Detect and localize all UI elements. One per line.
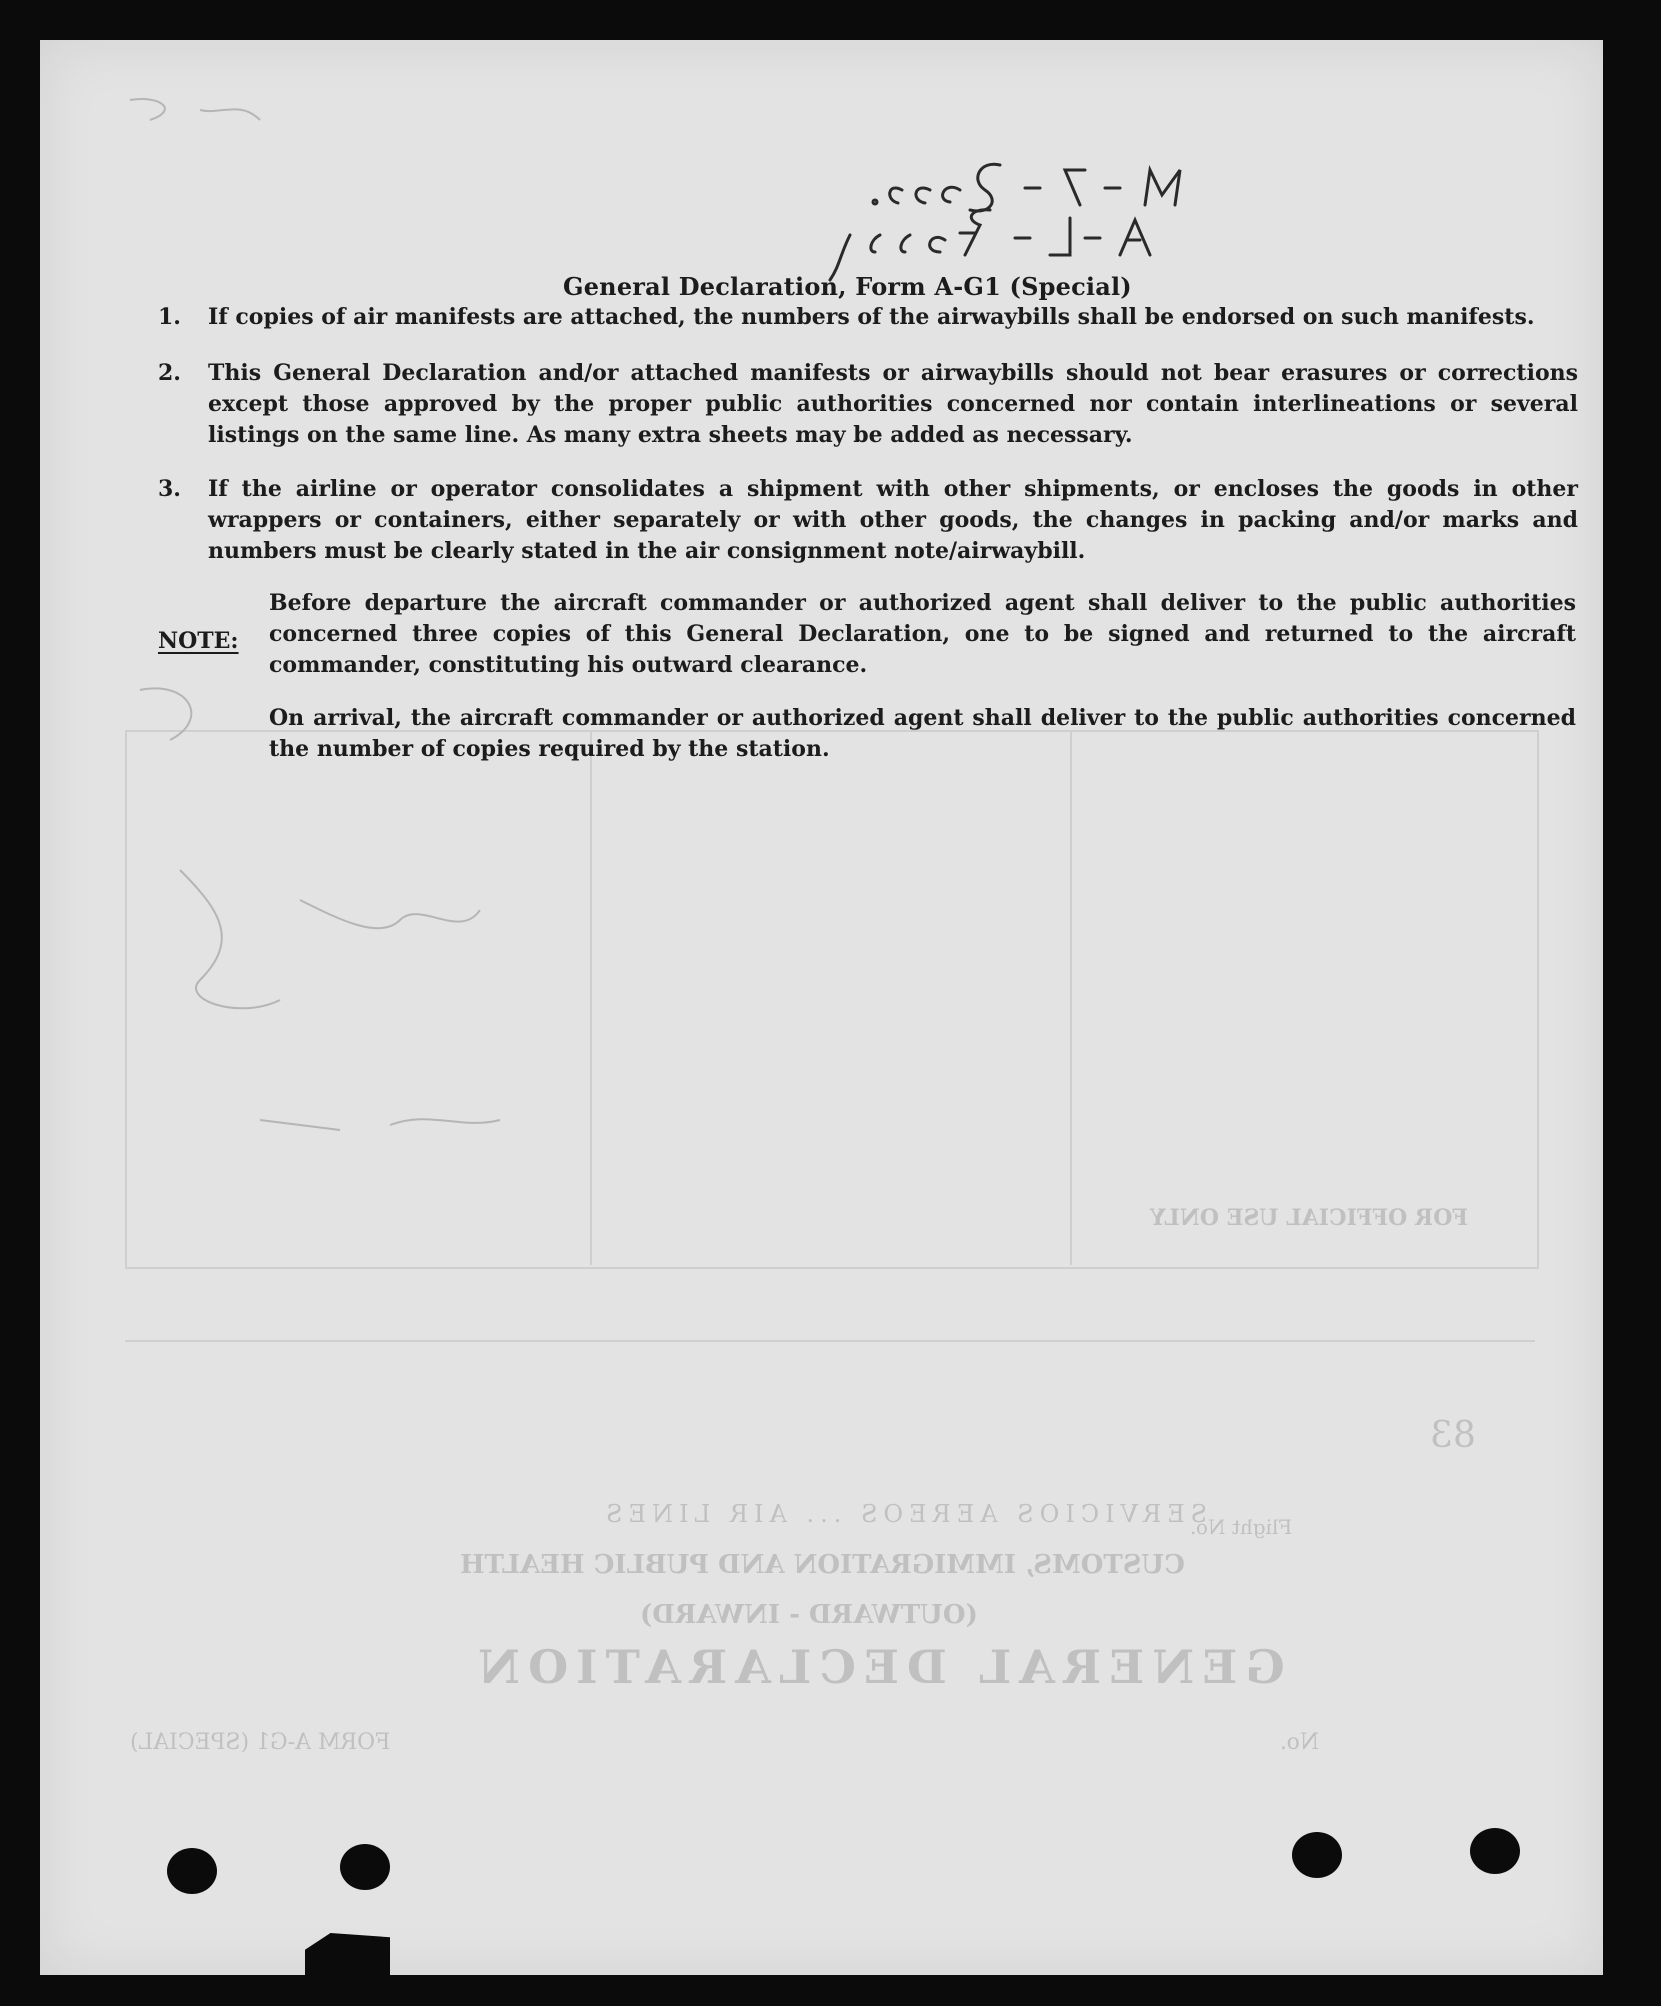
note-paragraph-2: On arrival, the aircraft commander or authorized agent shall deliver to the public authorities concerned the number of copies required by the station.: [269, 705, 1576, 762]
item-number: 1.: [158, 304, 181, 330]
bleed-through-subtitle: (OUTWARD - INWARD): [640, 1600, 978, 1630]
bleed-through-flight-no: Flight No.: [1190, 1515, 1293, 1539]
item-text: If the airline or operator consolidates a shipment with other shipments, or encloses the goods in other wrappers or containers, either separately or with other goods, the changes in packing and/or marks and numbers must be clearly stated in the air consignment note/airwaybill.: [208, 476, 1578, 564]
item-number: 2.: [158, 360, 181, 386]
item-number: 3.: [158, 476, 181, 502]
item-text: If copies of air manifests are attached, the numbers of the airwaybills shall be endorsed on such manifests.: [208, 304, 1535, 330]
document-page: [40, 40, 1603, 1975]
punch-hole: [1292, 1832, 1342, 1878]
bleed-through-form-label: FORM A-G1 (SPECIAL): [130, 1730, 391, 1755]
form-title: General Declaration, Form A-G1 (Special): [563, 272, 1132, 301]
bleed-through-airline: SERVICIOS AEREOS ... AIR LINES: [600, 1500, 1208, 1528]
punch-hole: [167, 1848, 217, 1894]
bleed-through-page-number: 83: [1430, 1415, 1476, 1456]
bleed-through-official-use: FOR OFFICIAL USE ONLY: [1150, 1205, 1468, 1231]
bleed-through-title: GENERAL DECLARATION: [470, 1640, 1285, 1694]
punch-hole: [1470, 1828, 1520, 1874]
punch-hole: [340, 1844, 390, 1890]
instruction-item-2: [158, 358, 1578, 451]
note-paragraph-1: Before departure the aircraft commander or authorized agent shall deliver to the public authorities concerned three copies of this General Declaration, one to be signed and returned to the aircraft commander, constituting his outward clearance.: [269, 590, 1576, 678]
item-text: This General Declaration and/or attached manifests or airwaybills should not bear erasures or corrections except those approved by the proper public authorities concerned nor contain interlineations or several listings on the same line. As many extra sheets may be added as necessary.: [208, 360, 1578, 448]
bleed-through-customs: CUSTOMS, IMMIGRATION AND PUBLIC HEALTH: [460, 1550, 1185, 1580]
note-label: NOTE:: [158, 628, 239, 654]
instruction-item-1: [158, 302, 1578, 333]
instruction-item-3: [158, 474, 1578, 567]
bleed-through-no: No.: [1280, 1730, 1320, 1755]
